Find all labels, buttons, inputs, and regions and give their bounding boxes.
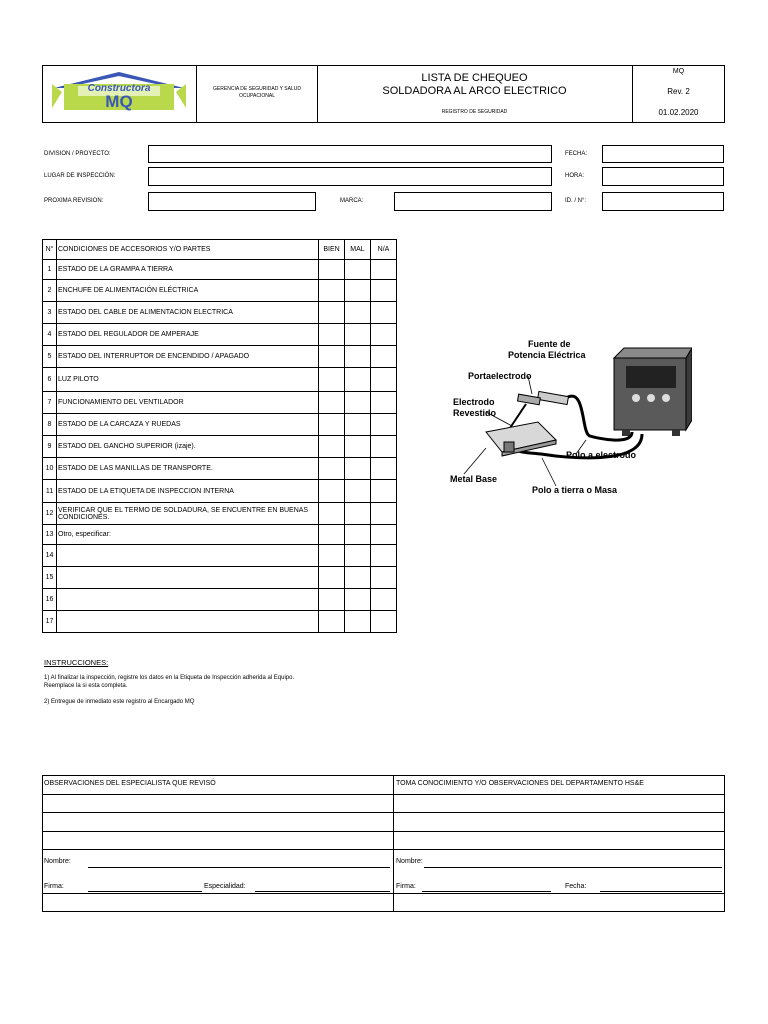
- input-hora[interactable]: [602, 167, 724, 186]
- check-mal-cell[interactable]: [345, 503, 371, 525]
- label-lugar: LUGAR DE INSPECCIÓN:: [44, 173, 116, 179]
- check-na-cell[interactable]: [371, 392, 397, 414]
- row-description: ESTADO DE LA CARCAZA Y RUEDAS: [57, 414, 319, 436]
- check-mal-cell[interactable]: [345, 368, 371, 392]
- row-number: 15: [43, 567, 57, 589]
- instructions-line1b: Reemplace la si esta completa.: [44, 683, 128, 689]
- obs-left-nombre-line[interactable]: [88, 867, 390, 868]
- check-na-cell[interactable]: [371, 611, 397, 633]
- check-bien-cell[interactable]: [319, 525, 345, 545]
- check-bien-cell[interactable]: [319, 611, 345, 633]
- table-row: [43, 280, 397, 302]
- label-marca: MARCA:: [340, 198, 364, 204]
- input-fecha[interactable]: [602, 145, 724, 163]
- obs-left-especialidad-line[interactable]: [255, 891, 390, 892]
- logo-text-mq: MQ: [105, 92, 133, 111]
- obs-left-header: OBSERVACIONES DEL ESPECIALISTA QUE REVISÓ: [44, 780, 216, 787]
- check-bien-cell[interactable]: [319, 545, 345, 567]
- label-metal-base: Metal Base: [450, 474, 498, 484]
- check-bien-cell[interactable]: [319, 458, 345, 480]
- table-row: [43, 368, 397, 392]
- table-row: [43, 436, 397, 458]
- check-mal-cell[interactable]: [345, 414, 371, 436]
- label-electrodo: Electrodo: [453, 397, 495, 407]
- check-na-cell[interactable]: [371, 458, 397, 480]
- check-bien-cell[interactable]: [319, 414, 345, 436]
- row-number: 16: [43, 589, 57, 611]
- row-number: 4: [43, 324, 57, 346]
- row-description: [57, 545, 319, 567]
- check-mal-cell[interactable]: [345, 525, 371, 545]
- electrode-holder-illustration: [510, 391, 568, 428]
- table-row: [43, 414, 397, 436]
- col-na-header: N/A: [371, 240, 397, 260]
- table-row: [43, 611, 397, 633]
- obs-right-firma-label: Firma:: [396, 883, 416, 890]
- check-mal-cell[interactable]: [345, 260, 371, 280]
- check-mal-cell[interactable]: [345, 346, 371, 368]
- table-row: [43, 458, 397, 480]
- check-mal-cell[interactable]: [345, 280, 371, 302]
- row-number: 12: [43, 503, 57, 525]
- input-id[interactable]: [602, 192, 724, 211]
- obs-right-firma-line[interactable]: [422, 891, 551, 892]
- check-mal-cell[interactable]: [345, 392, 371, 414]
- row-number: 14: [43, 545, 57, 567]
- row-number: 6: [43, 368, 57, 392]
- col-mal-header: MAL: [345, 240, 371, 260]
- obs-right-nombre-line[interactable]: [424, 867, 722, 868]
- instructions-line1: 1) Al finalizar la inspección, registre los datos en la Etiqueta de Inspección adherida al Equipo.: [44, 675, 295, 681]
- label-fuente: Fuente de: [528, 339, 571, 349]
- check-mal-cell[interactable]: [345, 458, 371, 480]
- row-description: LUZ PILOTO: [57, 368, 319, 392]
- row-number: 1: [43, 260, 57, 280]
- check-bien-cell[interactable]: [319, 436, 345, 458]
- check-bien-cell[interactable]: [319, 324, 345, 346]
- check-na-cell[interactable]: [371, 589, 397, 611]
- label-fecha: FECHA:: [565, 151, 588, 157]
- check-na-cell[interactable]: [371, 346, 397, 368]
- label-fuente2: Potencia Eléctrica: [508, 350, 586, 360]
- label-portaelectrodo: Portaelectrodo: [468, 371, 532, 381]
- row-description: ESTADO DE LA ETIQUETA DE INSPECCION INTERNA: [57, 480, 319, 503]
- check-na-cell[interactable]: [371, 567, 397, 589]
- row-number: 9: [43, 436, 57, 458]
- check-na-cell[interactable]: [371, 545, 397, 567]
- check-mal-cell[interactable]: [345, 302, 371, 324]
- input-division[interactable]: [148, 145, 552, 163]
- instructions-title: INSTRUCCIONES:: [44, 658, 109, 667]
- check-mal-cell[interactable]: [345, 480, 371, 503]
- row-number: 7: [43, 392, 57, 414]
- table-row: [43, 480, 397, 503]
- power-source-illustration: [614, 348, 692, 436]
- row-description: [57, 611, 319, 633]
- row-number: 11: [43, 480, 57, 503]
- metal-base-illustration: [486, 422, 556, 456]
- check-na-cell[interactable]: [371, 503, 397, 525]
- label-polo-electrodo: Polo a electrodo: [566, 450, 637, 460]
- obs-right-header: TOMA CONOCIMIENTO Y/O OBSERVACIONES DEL DEPARTAMENTO HS&E: [396, 780, 644, 787]
- row-number: 3: [43, 302, 57, 324]
- label-division: DIVISION / PROYECTO:: [44, 151, 111, 157]
- check-na-cell[interactable]: [371, 436, 397, 458]
- row-description: ESTADO DEL CABLE DE ALIMENTACION ELECTRICA: [57, 302, 319, 324]
- doc-revision: Rev. 2: [667, 87, 690, 96]
- table-row: [43, 525, 397, 545]
- check-na-cell[interactable]: [371, 480, 397, 503]
- table-row: [43, 260, 397, 280]
- check-bien-cell[interactable]: [319, 368, 345, 392]
- check-na-cell[interactable]: [371, 414, 397, 436]
- table-row: [43, 545, 397, 567]
- row-description: [57, 567, 319, 589]
- checklist-table: [42, 239, 397, 633]
- label-polo-tierra: Polo a tierra o Masa: [532, 485, 618, 495]
- check-mal-cell[interactable]: [345, 324, 371, 346]
- table-row: [43, 503, 397, 525]
- check-bien-cell[interactable]: [319, 346, 345, 368]
- check-bien-cell[interactable]: [319, 480, 345, 503]
- row-number: 10: [43, 458, 57, 480]
- row-description: ENCHUFE DE ALIMENTACIÓN ELÉCTRICA: [57, 280, 319, 302]
- check-na-cell[interactable]: [371, 260, 397, 280]
- table-row: [43, 346, 397, 368]
- label-hora: HORA:: [565, 173, 585, 179]
- company-logo: [52, 70, 186, 116]
- check-bien-cell[interactable]: [319, 260, 345, 280]
- row-description: FUNCIONAMIENTO DEL VENTILADOR: [57, 392, 319, 414]
- obs-left-firma-label: Firma:: [44, 883, 64, 890]
- table-row: [43, 567, 397, 589]
- row-description: ESTADO DEL GANCHO SUPERIOR (izaje).: [57, 436, 319, 458]
- table-row: [43, 589, 397, 611]
- obs-right-nombre-label: Nombre:: [396, 858, 423, 865]
- row-number: 2: [43, 280, 57, 302]
- row-description: ESTADO DE LAS MANILLAS DE TRANSPORTE.: [57, 458, 319, 480]
- input-marca[interactable]: [394, 192, 552, 211]
- registry-label: REGISTRO DE SEGURIDAD: [441, 109, 508, 115]
- check-na-cell[interactable]: [371, 302, 397, 324]
- col-num-header: N°: [43, 240, 57, 260]
- doc-date: 01.02.2020: [658, 108, 699, 117]
- obs-right-fecha-line[interactable]: [600, 891, 722, 892]
- check-mal-cell[interactable]: [345, 589, 371, 611]
- check-na-cell[interactable]: [371, 525, 397, 545]
- check-na-cell[interactable]: [371, 324, 397, 346]
- input-proxima[interactable]: [148, 192, 316, 211]
- check-mal-cell[interactable]: [345, 545, 371, 567]
- logo-text-top: Constructora: [87, 83, 151, 94]
- check-bien-cell[interactable]: [319, 567, 345, 589]
- check-mal-cell[interactable]: [345, 611, 371, 633]
- label-revestido: Revestido: [453, 408, 497, 418]
- check-mal-cell[interactable]: [345, 436, 371, 458]
- check-na-cell[interactable]: [371, 368, 397, 392]
- row-description: ESTADO DEL REGULADOR DE AMPERAJE: [57, 324, 319, 346]
- welding-diagram: [446, 336, 692, 498]
- table-row: [43, 302, 397, 324]
- table-row: [43, 324, 397, 346]
- row-number: 13: [43, 525, 57, 545]
- row-number: 8: [43, 414, 57, 436]
- row-number: 17: [43, 611, 57, 633]
- doc-code: MQ: [672, 68, 685, 75]
- obs-left-nombre-label: Nombre:: [44, 858, 71, 865]
- label-proxima: PROXIMA REVISION:: [44, 198, 104, 204]
- obs-left-firma-line[interactable]: [88, 891, 202, 892]
- input-lugar[interactable]: [148, 167, 552, 186]
- check-bien-cell[interactable]: [319, 589, 345, 611]
- col-desc-header: CONDICIONES DE ACCESORIOS Y/O PARTES: [57, 240, 319, 260]
- row-number: 5: [43, 346, 57, 368]
- check-bien-cell[interactable]: [319, 392, 345, 414]
- check-mal-cell[interactable]: [345, 567, 371, 589]
- obs-left-especialidad-label: Especialidad:: [204, 883, 246, 890]
- check-bien-cell[interactable]: [319, 280, 345, 302]
- label-id: ID. / N°:: [565, 198, 587, 204]
- row-description: ESTADO DEL INTERRUPTOR DE ENCENDIDO / APAGADO: [57, 346, 319, 368]
- row-description: VERIFICAR QUE EL TERMO DE SOLDADURA, SE ENCUENTRE EN BUENAS CONDICIONES.: [57, 503, 319, 525]
- department-name: GERENCIA DE SEGURIDAD Y SALUD OCUPACIONAL: [213, 86, 301, 99]
- title-line1: LISTA DE CHEQUEO: [421, 72, 528, 84]
- instructions-line2: 2) Entregue de inmediato este registro al Encargado MQ: [44, 699, 195, 705]
- title-line2: SOLDADORA AL ARCO ELECTRICO: [382, 85, 567, 97]
- check-bien-cell[interactable]: [319, 302, 345, 324]
- table-row: [43, 392, 397, 414]
- check-bien-cell[interactable]: [319, 503, 345, 525]
- obs-right-fecha-label: Fecha:: [565, 883, 587, 890]
- row-description: Otro, especificar:: [57, 525, 319, 545]
- row-description: ESTADO DE LA GRAMPA A TIERRA: [57, 260, 319, 280]
- col-bien-header: BIEN: [319, 240, 345, 260]
- row-description: [57, 589, 319, 611]
- check-na-cell[interactable]: [371, 280, 397, 302]
